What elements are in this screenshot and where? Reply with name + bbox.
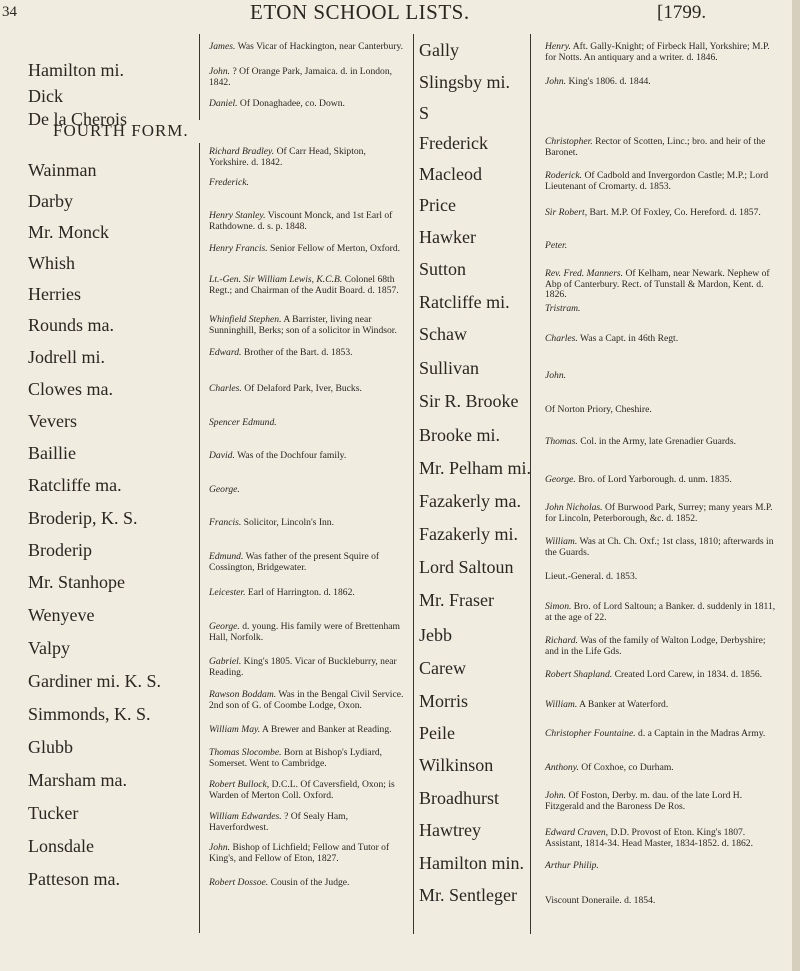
column-rule	[199, 143, 200, 933]
left-entry	[209, 657, 407, 678]
left-name-whish: Whish	[28, 253, 75, 273]
left-entry	[209, 418, 407, 429]
left-name-glubb: Glubb	[28, 737, 73, 757]
left-name-rounds: Rounds ma.	[28, 315, 115, 335]
entry-text: Bro. of Lord Saltoun; a Banker. d. suddenly in 1811, at the age of 22.	[545, 601, 776, 623]
entry-text: Was Vicar of Hackington, near Canterbury.	[237, 41, 404, 52]
left-name-patteson: Patteson ma.	[28, 869, 120, 889]
right-name-fazakerly-mi: Fazakerly mi.	[419, 524, 518, 544]
page-number: 34	[2, 4, 17, 20]
entry-name: Roderick.	[545, 170, 583, 181]
entry-name: John.	[545, 76, 567, 87]
entry-name: George.	[209, 484, 240, 495]
entry-text: Of Cadbold and Invergordon Castle; M.P.; Lord Lieutenant of Cromarty. d. 1853.	[545, 170, 769, 192]
left-entry	[209, 42, 407, 53]
left-name-lonsdale: Lonsdale	[28, 836, 94, 856]
entry-text: Col. in the Army, late Grenadier Guards.	[580, 436, 736, 447]
right-entry	[545, 861, 781, 872]
entry-text: Born at Bishop's Lydiard, Somerset. Went to Cambridge.	[209, 747, 383, 769]
left-name-marsham: Marsham ma.	[28, 770, 127, 790]
right-entry	[545, 700, 781, 711]
right-entry	[545, 537, 781, 558]
right-entry	[545, 42, 781, 63]
entry-name: Whinfield Stephen.	[209, 314, 282, 325]
left-name-simmonds: Simmonds, K. S.	[28, 704, 151, 724]
right-name-ratcliffe-mi: Ratcliffe mi.	[419, 292, 510, 312]
right-entry	[545, 791, 781, 812]
left-entry	[209, 622, 407, 643]
entry-text: Of Foston, Derby. m. dau. of the late Lord H. Fitzgerald and the Baroness De Ros.	[545, 790, 743, 812]
entry-name: Francis.	[209, 517, 242, 528]
entry-text: Brother of the Bart. d. 1853.	[243, 347, 353, 358]
left-name-de-la-cherois: De la Cherois	[28, 109, 127, 129]
right-entry	[545, 475, 781, 486]
entry-name: James.	[209, 41, 236, 52]
left-name-broderip-ks: Broderip, K. S.	[28, 508, 138, 528]
entry-name: Christopher.	[545, 136, 593, 147]
entry-name: Gabriel.	[209, 656, 242, 667]
right-entry	[545, 437, 781, 448]
right-name-hamilton-min: Hamilton min.	[419, 853, 524, 873]
left-name-herries: Herries	[28, 284, 81, 304]
left-entry	[209, 211, 407, 232]
left-entry	[209, 878, 407, 889]
entry-name: Charles.	[545, 333, 578, 344]
left-entry	[209, 485, 407, 496]
left-entry	[209, 588, 407, 599]
entry-name: Rawson Boddam.	[209, 689, 277, 700]
entry-name: Robert Dossoe.	[209, 877, 269, 888]
right-entry	[545, 269, 781, 301]
entry-text: d. a Captain in the Madras Army.	[638, 728, 766, 739]
right-entry	[545, 304, 781, 315]
left-name-valpy: Valpy	[28, 638, 70, 658]
entry-name: Thomas Slocombe.	[209, 747, 282, 758]
entry-text: Bro. of Lord Yarborough. d. unm. 1835.	[578, 474, 732, 485]
right-name-saltoun: Lord Saltoun	[419, 557, 514, 577]
entry-text: Was at Ch. Ch. Oxf.; 1st class, 1810; afterwards in the Guards.	[545, 536, 774, 558]
entry-text: Cousin of the Judge.	[270, 877, 350, 888]
entry-name: Edward Craven,	[545, 827, 609, 838]
left-name-hamilton: Hamilton mi.	[28, 60, 124, 80]
left-entry	[209, 244, 407, 255]
entry-name: John.	[545, 370, 567, 381]
entry-name: William.	[545, 699, 578, 710]
left-name-ratcliffe-ma: Ratcliffe ma.	[28, 475, 122, 495]
left-entry	[209, 348, 407, 359]
entry-name: John Nicholas.	[545, 502, 603, 513]
entry-name: John.	[209, 66, 231, 77]
left-name-wenyeve: Wenyeve	[28, 605, 95, 625]
entry-name: Simon.	[545, 601, 572, 612]
entry-name: Richard.	[545, 635, 578, 646]
right-entry	[545, 602, 781, 623]
entry-name: Charles.	[209, 383, 242, 394]
entry-text: Colonel 68th Regt.; and Chairman of the Audit Board. d. 1857.	[209, 274, 399, 296]
right-entry	[545, 572, 781, 583]
left-name-dick: Dick	[28, 86, 63, 106]
right-name-sentleger: Mr. Sentleger	[419, 885, 517, 905]
right-name-sullivan: Sullivan	[419, 358, 480, 378]
entry-text: Of Delaford Park, Iver, Bucks.	[244, 383, 362, 394]
right-name-brooke-mi: Brooke mi.	[419, 425, 500, 445]
entry-name: Henry.	[545, 41, 571, 52]
left-name-stanhope: Mr. Stanhope	[28, 572, 125, 592]
entry-name: Daniel.	[209, 98, 238, 109]
entry-text: Aft. Gally-Knight; of Firbeck Hall, Yorkshire; M.P. for Notts. An antiquary and a writer. d. 1846.	[545, 41, 770, 63]
right-name-jebb: Jebb	[419, 625, 452, 645]
right-name-pelham: Mr. Pelham mi.	[419, 458, 531, 478]
column-rule	[199, 34, 200, 120]
entry-name: Arthur Philip.	[545, 860, 599, 871]
right-name-hawtrey: Hawtrey	[419, 820, 481, 840]
left-name-baillie: Baillie	[28, 443, 76, 463]
right-entry	[545, 763, 781, 774]
right-entry	[545, 241, 781, 252]
entry-text: ? Of Orange Park, Jamaica. d. in London, 1842.	[209, 66, 393, 88]
left-entry	[209, 315, 407, 336]
right-name-schaw: Schaw	[419, 324, 467, 344]
page-edge	[792, 0, 800, 971]
right-name-brooke-sir: Sir R. Brooke	[419, 391, 519, 411]
left-entry	[209, 812, 407, 833]
left-entry	[209, 518, 407, 529]
right-entry	[545, 828, 781, 849]
left-entry	[209, 690, 407, 711]
entry-text: A Barrister, living near Sunninghill, Berks; son of a solicitor in Windsor.	[209, 314, 397, 336]
right-entry	[545, 77, 781, 88]
entry-text: A Brewer and Banker at Reading.	[262, 724, 392, 735]
entry-text: Was in the Bengal Civil Service. 2nd son of G. of Coombe Lodge, Oxon.	[209, 689, 404, 711]
entry-name: Thomas.	[545, 436, 578, 447]
entry-text: Of Kelham, near Newark. Nephew of Abp of Canterbury. Rect. of Tunstall & Mardon, Kent. d. 1826.	[545, 268, 770, 300]
entry-text: Of Carr Head, Skipton, Yorkshire. d. 1842.	[209, 146, 366, 168]
entry-name: Frederick.	[209, 177, 249, 188]
entry-text: Of Donaghadee, co. Down.	[239, 98, 345, 109]
entry-name: William.	[545, 536, 578, 547]
right-entry	[545, 371, 781, 382]
right-name-carew: Carew	[419, 658, 466, 678]
right-entry	[545, 171, 781, 192]
entry-text: Rector of Scotten, Linc.; bro. and heir of the Baronet.	[545, 136, 766, 158]
left-name-tucker: Tucker	[28, 803, 79, 823]
left-name-clowes: Clowes ma.	[28, 379, 113, 399]
entry-text: Of Norton Priory, Cheshire.	[545, 404, 652, 415]
right-name-morris: Morris	[419, 691, 468, 711]
right-entry	[545, 503, 781, 524]
entry-text: A Banker at Waterford.	[579, 699, 669, 710]
entry-name: John.	[545, 790, 567, 801]
left-entry	[209, 843, 407, 864]
entry-text: D.C.L. Of Caversfield, Oxon; is Warden of Merton Coll. Oxford.	[209, 779, 395, 801]
right-name-broadhurst: Broadhurst	[419, 788, 499, 808]
left-entry	[209, 451, 407, 462]
entry-name: Lt.-Gen. Sir William Lewis, K.C.B.	[209, 274, 343, 285]
right-entry	[545, 208, 781, 219]
column-rule	[413, 34, 414, 934]
right-name-sutton: Sutton	[419, 259, 467, 279]
left-name-gardiner: Gardiner mi. K. S.	[28, 671, 161, 691]
left-name-broderip: Broderip	[28, 540, 92, 560]
entry-text: Viscount Monck, and 1st Earl of Rathdowne. d. s. p. 1848.	[209, 210, 393, 232]
left-entry	[209, 384, 407, 395]
entry-name: Christopher Fountaine.	[545, 728, 636, 739]
entry-text: Earl of Harrington. d. 1862.	[247, 587, 355, 598]
entry-text: Senior Fellow of Merton, Oxford.	[270, 243, 401, 254]
right-name-hawker: Hawker	[419, 227, 476, 247]
left-entry	[209, 147, 407, 168]
entry-name: Peter.	[545, 240, 568, 251]
entry-name: John.	[209, 842, 231, 853]
entry-text: D.D. Provost of Eton. King's 1807. Assistant, 1814-34. Head Master, 1834-1852. d. 1862.	[545, 827, 753, 849]
entry-text: ? Of Sealy Ham, Haverfordwest.	[209, 811, 349, 833]
right-name-peile: Peile	[419, 723, 455, 743]
entry-name: Leicester.	[209, 587, 246, 598]
entry-name: George.	[545, 474, 576, 485]
left-entry	[209, 67, 407, 88]
left-entry	[209, 99, 407, 110]
entry-text: Created Lord Carew, in 1834. d. 1856.	[614, 669, 763, 680]
right-entry	[545, 896, 781, 907]
right-name-fraser: Mr. Fraser	[419, 590, 494, 610]
entry-text: d. young. His family were of Brettenham Hall, Norfolk.	[209, 621, 400, 643]
right-entry	[545, 137, 781, 158]
entry-name: William May.	[209, 724, 261, 735]
left-entry	[209, 178, 407, 189]
entry-text: Bart. M.P. Of Foxley, Co. Hereford. d. 1857.	[589, 207, 761, 218]
entry-text: Was of the Dochfour family.	[237, 450, 347, 461]
entry-text: Lieut.-General. d. 1853.	[545, 571, 638, 582]
left-entry	[209, 780, 407, 801]
entry-name: Richard Bradley.	[209, 146, 275, 157]
entry-name: George.	[209, 621, 240, 632]
left-name-darby: Darby	[28, 191, 73, 211]
column-rule	[530, 34, 531, 934]
entry-name: David.	[209, 450, 235, 461]
right-entry	[545, 334, 781, 345]
right-entry	[545, 636, 781, 657]
entry-name: Anthony.	[545, 762, 579, 773]
entry-text: Of Coxhoe, co Durham.	[581, 762, 674, 773]
entry-text: Solicitor, Lincoln's Inn.	[243, 517, 335, 528]
entry-text: Was father of the present Squire of Cossington, Bridgewater.	[209, 551, 380, 573]
entry-name: Edward.	[209, 347, 242, 358]
entry-name: Robert Shapland.	[545, 669, 613, 680]
right-name-gally: Gally	[419, 40, 459, 60]
right-name-price: Price	[419, 195, 456, 215]
entry-name: Spencer Edmund.	[209, 417, 277, 428]
entry-text: Was a Capt. in 46th Regt.	[580, 333, 679, 344]
entry-name: Edmund.	[209, 551, 244, 562]
right-entry	[545, 729, 781, 740]
right-name-fazakerly-ma: Fazakerly ma.	[419, 491, 521, 511]
entry-name: Henry Francis.	[209, 243, 268, 254]
entry-name: Rev. Fred. Manners.	[545, 268, 624, 279]
left-entry	[209, 552, 407, 573]
right-name-s: S	[419, 103, 430, 123]
right-name-wilkinson: Wilkinson	[419, 755, 494, 775]
entry-name: Tristram.	[545, 303, 581, 314]
entry-name: William Edwardes.	[209, 811, 282, 822]
entry-text: Bishop of Lichfield; Fellow and Tutor of King's, and Fellow of Eton, 1827.	[209, 842, 390, 864]
entry-name: Sir Robert,	[545, 207, 588, 218]
left-name-wainman: Wainman	[28, 160, 97, 180]
entry-name: Henry Stanley.	[209, 210, 266, 221]
entry-text: Was of the family of Walton Lodge, Derbyshire; and in the Life Gds.	[545, 635, 766, 657]
running-title: ETON SCHOOL LISTS.	[250, 0, 470, 24]
entry-text: King's 1805. Vicar of Buckleburry, near Reading.	[209, 656, 397, 678]
right-name-slingsby: Slingsby mi.	[419, 72, 511, 92]
left-entry	[209, 748, 407, 769]
right-name-frederick: Frederick	[419, 133, 488, 153]
entry-text: Of Burwood Park, Surrey; many years M.P. for Lincoln, Peterborough, &c. d. 1852.	[545, 502, 773, 524]
left-entry	[209, 275, 407, 296]
right-entry	[545, 670, 781, 681]
left-name-vevers: Vevers	[28, 411, 77, 431]
entry-text: Viscount Doneraile. d. 1854.	[545, 895, 656, 906]
entry-name: Robert Bullock,	[209, 779, 270, 790]
left-name-monck: Mr. Monck	[28, 222, 109, 242]
right-entry	[545, 405, 781, 416]
right-name-macleod: Macleod	[419, 164, 482, 184]
entry-text: King's 1806. d. 1844.	[568, 76, 651, 87]
left-entry	[209, 725, 407, 736]
left-name-jodrell: Jodrell mi.	[28, 347, 105, 367]
fourth-form-heading: FOURTH FORM.	[53, 121, 189, 140]
page-year: [1799.	[657, 2, 707, 23]
